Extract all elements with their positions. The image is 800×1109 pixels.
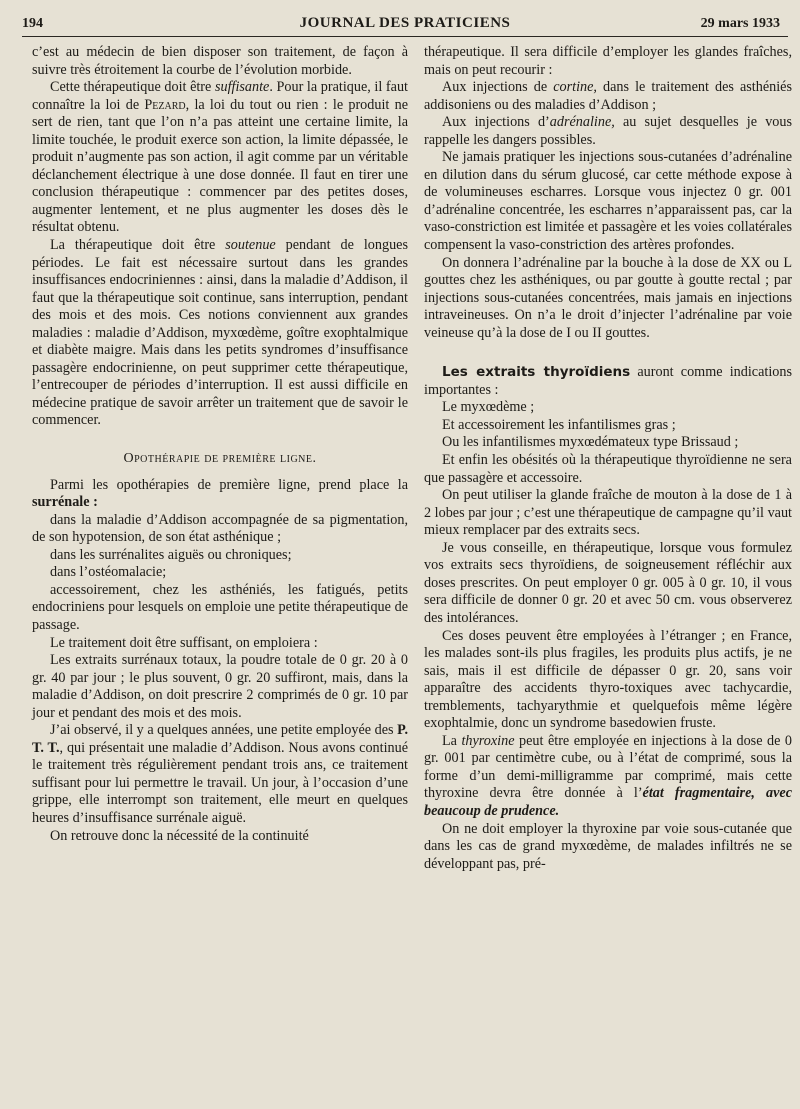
- paragraph: Parmi les opothérapies de première ligne, prend place la surrénale :: [32, 476, 408, 511]
- list-item: Et accessoirement les infantilismes gras ;: [442, 416, 676, 433]
- paragraph: Cette thérapeutique doit être suffisante. Pour la pratique, il faut connaître la loi de Pezard, la loi du tout ou rien : le produit ne sert de rien, tant que l’on n’a pas atteint une certaine limite, la limite touchée, le produit exerce son action, la limite dépassée, le produit n’augmente pas son action, il agit comme par un véritable déclanchement électrique à une dose donnée. Il faut en tirer une conclusion thérapeutique : commencer par des petites doses, augmenter lentement, et ne plus augmenter les doses dès le résultat obtenu.: [32, 79, 408, 236]
- paragraph: La thérapeutique doit être soutenue pendant de longues périodes. Le fait est nécessaire surtout dans les grandes insuffisances endocriniennes : ainsi, dans la maladie d’Addison, il faut que la thérapeutique soit continue, sans interruption, pendant des mois et des mois. Ces notions conviennent aux grandes maladies : maladie d’Addison, myxœdème, goître exophtalmique et diabète maigre. Mais dans les petits syndromes d’insuffisance passagère endocrinienne, on peut supprimer cette thérapeutique, l’entrecouper de périodes d’interruption. Il est aussi difficile en médecine pratique de savoir arrêter un traitement que de savoir le commencer.: [32, 237, 408, 429]
- left-column: [32, 44, 408, 845]
- page-header: [22, 14, 788, 37]
- section-title: Opothérapie de première ligne.: [123, 451, 317, 467]
- paragraph: Je vous conseille, en thérapeutique, lorsque vous formulez vos extraits secs thyroïdiens, de soigneusement réfléchir aux doses prescrites. On peut employer 0 gr. 005 à 0 gr. 10, il vous sera difficile de donner 0 gr. 20 et avec 50 cm. vous observerez des intolérances.: [424, 539, 792, 626]
- journal-title: JOURNAL DES PRATICIENS: [299, 15, 511, 31]
- page-number: 194: [22, 16, 43, 31]
- issue-date: 29 mars 1933: [700, 16, 780, 31]
- paragraph: Les extraits thyroïdiens auront comme indications importantes :: [424, 364, 792, 398]
- paragraph: Ces doses peuvent être employées à l’étranger ; en France, les malades sont-ils plus fragiles, les produits plus actifs, je ne sais, mais il est difficile de dépasser 0 gr. 20, sans voir apparaître des accidents thyro-toxiques avec tachycardie, tremblements, tachyarythmie et quelquefois même légère exophtalmie, donc un syndrome basedowien fruste.: [424, 627, 792, 732]
- paragraph: Ne jamais pratiquer les injections sous-cutanées d’adrénaline en dilution dans du sérum glucosé, car cette méthode expose à de volumineuses escharres. Lorsque vous injectez 0 gr. 001 d’adrénaline concentrée, les escharres n’apparaissent pas, car la vaso-constriction est limitée et passagère et les voies collatérales compensent la vaso-constriction des artères profondes.: [424, 149, 792, 254]
- paragraph: On ne doit employer la thyroxine par voie sous-cutanée que dans les cas de grand myxœdème, de malades infiltrés ne se développant pas, pré-: [424, 820, 792, 872]
- right-column: [424, 44, 792, 1104]
- list-item: Le myxœdème ;: [442, 399, 535, 416]
- list-item: dans la maladie d’Addison accompagnée de sa pigmentation, de son hypotension, de son état asthénique ;: [32, 511, 408, 546]
- paragraph: J’ai observé, il y a quelques années, une petite employée des P. T. T., qui présentait une maladie d’Addison. Nous avons continué le traitement très régulièrement pendant trois ans, ce traitement suffisant pour lui permettre le travail. Un jour, à l’occasion d’une grippe, elle interrompt son traitement, elle meurt en quelques heures d’insuffisance surrénale aiguë.: [32, 722, 409, 826]
- spacer: [424, 342, 792, 364]
- paragraph: c’est au médecin de bien disposer son traitement, de façon à suivre très étroitement la courbe de l’évolution morbide.: [32, 44, 408, 78]
- paragraph: Aux injections de cortine, dans le traitement des asthéniés addisoniens ou des maladies d’Addison ;: [424, 79, 792, 113]
- list-item: dans l’ostéomalacie;: [50, 564, 167, 581]
- list-item: dans les surrénalites aiguës ou chroniques;: [50, 546, 292, 563]
- paragraph: Les extraits surrénaux totaux, la poudre totale de 0 gr. 20 à 0 gr. 40 par jour ; le plus souvent, 0 gr. 20 suffiront, mais, dans la maladie d’Addison, on doit prescrire 2 comprimés de 0 gr. 10 par jour et pendant des mois et des mois.: [32, 652, 408, 721]
- paragraph: On peut utiliser la glande fraîche de mouton à la dose de 1 à 2 lobes par jour ; c’est une thérapeutique de campagne qu’il vaut mieux remplacer par des extraits secs.: [424, 487, 792, 539]
- list-item: accessoirement, chez les asthéniés, les fatigués, petits endocriniens pour lesquels on emploie une petite thérapeutique de passage.: [32, 581, 408, 633]
- paragraph: Aux injections d’adrénaline, au sujet desquelles je vous rappelle les dangers possibles.: [424, 114, 792, 148]
- list-item: Ou les infantilismes myxœdémateux type Brissaud ;: [442, 434, 739, 451]
- paragraph: Le traitement doit être suffisant, on emploiera :: [50, 634, 318, 651]
- list-item: Et enfin les obésités où la thérapeutique thyroïdienne ne sera que passagère et accessoire.: [424, 452, 792, 486]
- paragraph: On retrouve donc la nécessité de la continuité: [50, 827, 309, 844]
- paragraph: La thyroxine peut être employée en injections à la dose de 0 gr. 001 par centimètre cube, ou à l’état de comprimé, sous la forme d’un demi-milligramme par comprimé, mais cette thyroxine devra être donnée à l’état fragmentaire, avec beaucoup de prudence.: [424, 732, 792, 819]
- paragraph: On donnera l’adrénaline par la bouche à la dose de XX ou L gouttes chez les asthéniques, ou par goutte à goutte rectal ; par injections sous-cutanées concentrées, mais jamais en injections intraveineuses. On n’a le droit d’injecter l’adrénaline par voie veineuse qu’à la dose de I ou II gouttes.: [424, 254, 792, 341]
- paragraph: thérapeutique. Il sera difficile d’employer les glandes fraîches, mais on peut recourir :: [424, 44, 792, 78]
